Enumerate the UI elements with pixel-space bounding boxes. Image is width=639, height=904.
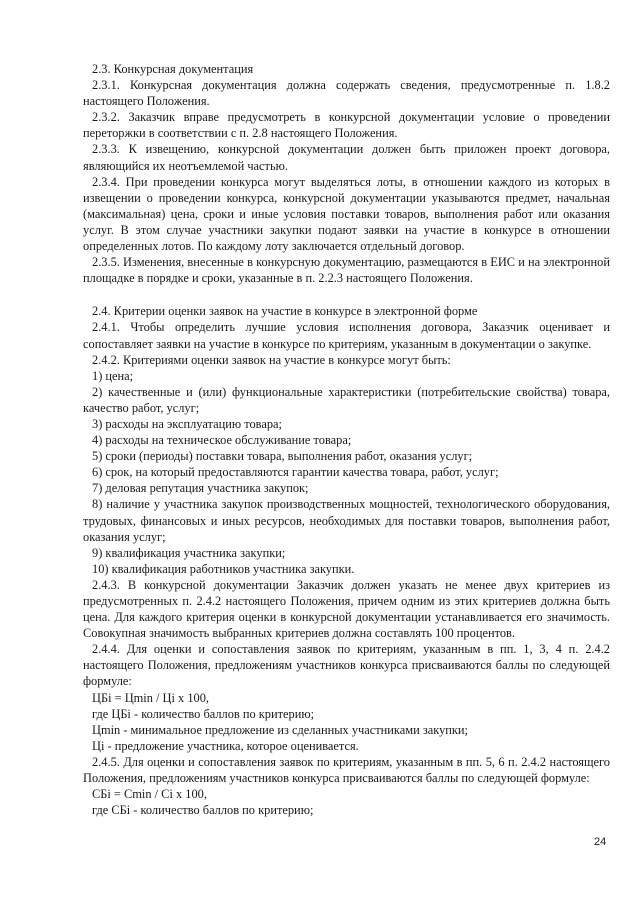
clause-2-3-1: 2.3.1. Конкурсная документация должна содержать сведения, предусмотренные п. 1.8.2 настоящего Положения. [83,78,610,109]
formula-line: ЦБi = Цmin / Цi x 100, [92,690,210,705]
clause-2-4-1: 2.4.1. Чтобы определить лучшие условия исполнения договора, Заказчик оценивает и сопоставляет заявки на участие в конкурсе по критериям, указанным в документации о закупке. [83,320,610,351]
criterion-item: 8) наличие у участника закупок производственных мощностей, технологического оборудования, трудовых, финансовых и иных ресурсов, необходимых для поставки товаров, выполнения работ, оказания услуг; [83,497,610,544]
clause-2-3-4: 2.3.4. При проведении конкурса могут выделяться лоты, в отношении каждого из которых в извещении о проведении конкурса, конкурсной документации указываются предмет, начальная (максимальная) цена, сроки и иные условия поставки товаров, выполнения работ или оказания услуг. В этом случае участники закупки подают заявки на участие в конкурсе в отношении определенных лотов. По каждому лоту заключается отдельный договор. [83,174,610,254]
criterion-item: 4) расходы на техническое обслуживание товара; [92,433,352,448]
clause-2-4-2: 2.4.2. Критериями оценки заявок на участие в конкурсе могут быть: [92,352,451,367]
clause-2-3-3: 2.3.3. К извещению, конкурсной документации должен быть приложен проект договора, являющийся их неотъемлемой частью. [83,142,610,173]
criterion-item: 6) срок, на который предоставляются гарантии качества товара, работ, услуг; [92,465,499,480]
criterion-item: 9) квалификация участника закупки; [92,545,286,560]
criterion-item: 7) деловая репутация участника закупок; [92,481,309,496]
clause-2-4-5: 2.4.5. Для оценки и сопоставления заявок по критериям, указанным в пп. 5, 6 п. 2.4.2 настоящего Положения, предложениям участников конкурса присваиваются баллы по следующей формуле: [83,754,610,786]
section-spacer [83,286,610,303]
clause-2-4-3: 2.4.3. В конкурсной документации Заказчик должен указать не менее двух критериев из предусмотренных п. 2.4.2 настоящего Положения, причем одним из этих критериев должна быть цена. Для каждого критерия оценки в конкурсной документации устанавливается его значимость. Совокупная значимость выбранных критериев должна составлять 100 процентов. [83,577,610,641]
formula-line: Цi - предложение участника, которое оценивается. [92,738,359,753]
criterion-item: 5) сроки (периоды) поставки товара, выполнения работ, оказания услуг; [92,449,473,464]
formula-line: где СБi - количество баллов по критерию; [92,803,314,818]
criterion-item: 10) квалификация работников участника закупки. [92,561,355,576]
clause-2-4-4: 2.4.4. Для оценки и сопоставления заявок по критериям, указанным в пп. 1, 3, 4 п. 2.4.2 настоящего Положения, предложениям участников конкурса присваиваются баллы по следующей формуле: [83,642,610,689]
section-2-3-title: 2.3. Конкурсная документация [92,62,254,76]
formula-line: Цmin - минимальное предложение из сделанных участниками закупки; [92,722,468,737]
criterion-item: 3) расходы на эксплуатацию товара; [92,416,282,431]
clause-2-3-5: 2.3.5. Изменения, внесенные в конкурсную документацию, размещаются в ЕИС и на электронной площадке в порядке и сроки, указанные в п. 2.2.3 настоящего Положения. [83,255,610,286]
clause-2-3-2: 2.3.2. Заказчик вправе предусмотреть в конкурсной документации условие о проведении переторжки в соответствии с п. 2.8 настоящего Положения. [83,110,610,141]
section-2-4-title: 2.4. Критерии оценки заявок на участие в конкурсе в электронной форме [92,304,478,319]
formula-line: где ЦБi - количество баллов по критерию; [92,706,315,721]
page-number: 24 [594,836,607,848]
formula-line: СБi = Cmin / Ci x 100, [92,787,207,802]
criterion-item: 1) цена; [92,368,134,383]
criterion-item: 2) качественные и (или) функциональные характеристики (потребительские свойства) товара, качество работ, услуг; [83,384,610,415]
document-page [83,61,610,818]
